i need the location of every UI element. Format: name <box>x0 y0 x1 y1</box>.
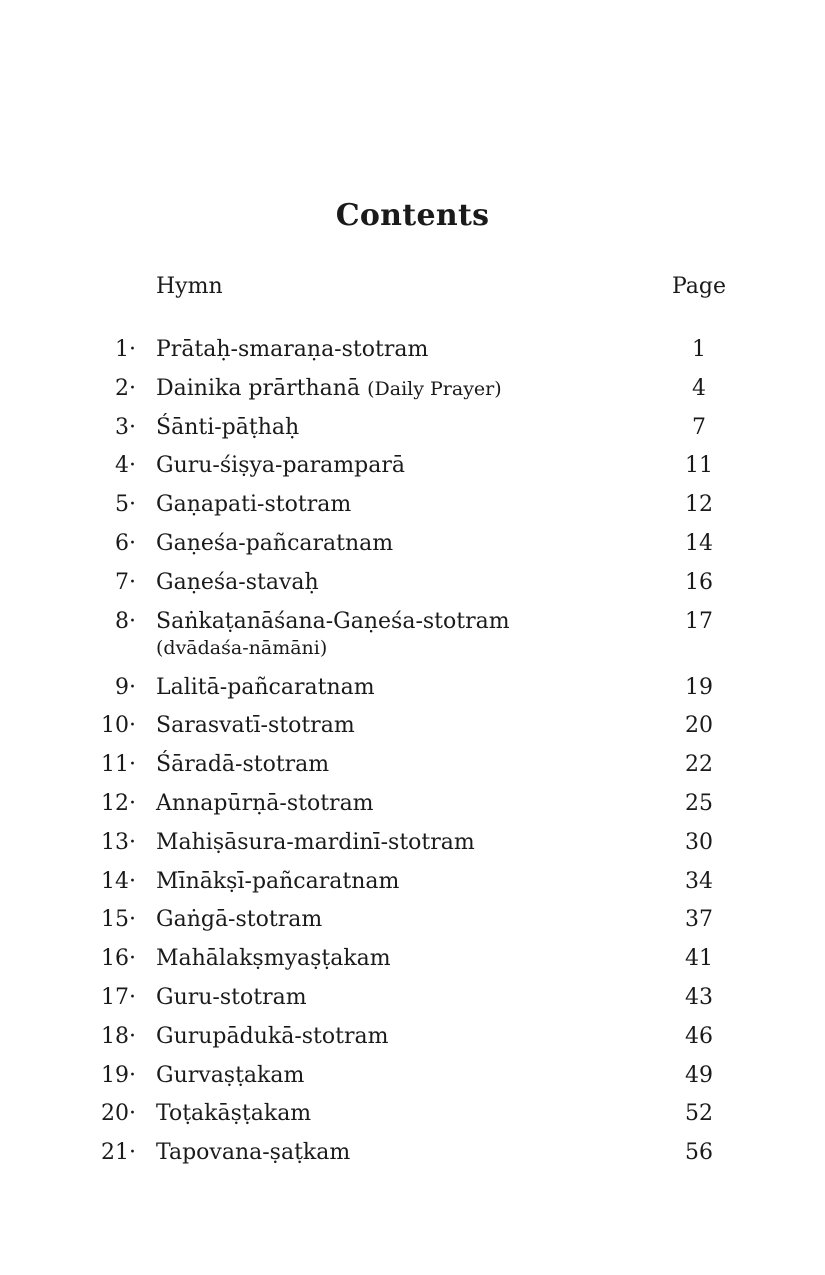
entry-hymn-title: Guru-śiṣya-paramparā <box>156 453 405 479</box>
toc-entry <box>0 943 825 982</box>
entry-hymn <box>156 528 393 560</box>
entry-page-number: 34 <box>685 868 713 894</box>
toc-entry <box>0 489 825 528</box>
entry-hymn <box>156 866 399 898</box>
entry-hymn <box>156 943 391 975</box>
entry-hymn-title: Toṭakāṣṭakam <box>156 1101 312 1127</box>
entry-page-number: 41 <box>685 946 713 972</box>
toc-entry <box>0 1098 825 1137</box>
toc-entry <box>0 788 825 827</box>
entry-hymn-title: Prātaḥ-smaraṇa-stotram <box>156 337 429 362</box>
entry-number: 1· <box>115 337 136 362</box>
entry-hymn <box>156 1137 350 1169</box>
entry-hymn <box>156 567 319 599</box>
entry-page-number: 16 <box>685 569 713 595</box>
toc-entry <box>0 904 825 943</box>
entry-number: 16· <box>101 946 136 972</box>
entry-hymn <box>156 1021 388 1053</box>
entry-hymn-title: Annapūrṇā-stotram <box>156 790 374 816</box>
toc-entry <box>0 567 825 606</box>
entry-hymn <box>156 334 428 366</box>
column-header-row <box>0 274 825 308</box>
entry-hymn <box>156 489 351 521</box>
entry-hymn-title: Gaṇeśa-stavaḥ <box>156 569 319 595</box>
entry-hymn-title: Lalitā-pañcaratnam <box>156 674 375 700</box>
toc-entry <box>0 749 825 788</box>
toc-entry <box>0 606 825 672</box>
toc-entry <box>0 672 825 711</box>
entry-page-number: 11 <box>685 453 713 479</box>
entry-number: 8· <box>115 608 136 634</box>
entry-hymn-title: Gurvaṣṭakam <box>156 1062 305 1088</box>
entry-hymn-title: Gaṅgā-stotram <box>156 907 323 933</box>
entry-number: 20· <box>101 1101 136 1127</box>
entry-page-number: 25 <box>685 790 713 816</box>
toc-entry <box>0 373 825 412</box>
entry-hymn <box>156 749 329 781</box>
entry-number: 11· <box>101 752 136 778</box>
entry-hymn-title: Gaṇeśa-pañcaratnam <box>156 530 394 556</box>
entry-number: 5· <box>115 492 136 518</box>
toc-entry <box>0 1060 825 1099</box>
toc-entry <box>0 827 825 866</box>
entry-page-number: 20 <box>685 713 713 739</box>
entry-page-number: 12 <box>685 492 713 518</box>
entry-hymn-title: Śāradā-stotram <box>156 752 330 778</box>
entry-number: 12· <box>101 790 136 816</box>
entry-number: 4· <box>115 453 136 479</box>
toc-entry <box>0 528 825 567</box>
entry-hymn-title: Sarasvatī-stotram <box>156 713 355 739</box>
entry-hymn <box>156 904 322 936</box>
entry-number: 10· <box>101 713 136 739</box>
toc-entry <box>0 334 825 373</box>
entry-hymn <box>156 827 475 859</box>
entry-hymn-title: Saṅkaṭanāśana-Gaṇeśa-stotram <box>156 608 510 634</box>
toc-entry <box>0 982 825 1021</box>
entry-hymn <box>156 1098 311 1130</box>
entry-hymn <box>156 450 405 482</box>
entry-page-number: 7 <box>692 414 706 440</box>
entry-number: 18· <box>101 1023 136 1049</box>
entry-page-number: 1 <box>692 337 706 362</box>
entry-page-number: 52 <box>685 1101 713 1127</box>
toc-entry <box>0 450 825 489</box>
entry-number: 9· <box>115 674 136 700</box>
entry-hymn-title: Mīnākṣī-pañcaratnam <box>156 868 400 894</box>
entry-hymn-title: Tapovana-ṣaṭkam <box>156 1140 351 1166</box>
entry-number: 17· <box>101 984 136 1010</box>
entry-page-number: 22 <box>685 752 713 778</box>
entry-number: 15· <box>101 907 136 933</box>
entry-page-number: 37 <box>685 907 713 933</box>
entry-hymn <box>156 373 502 405</box>
entry-page-number: 43 <box>685 984 713 1010</box>
toc-entry <box>0 1137 825 1176</box>
entry-hymn-title: Mahiṣāsura-mardinī-stotram <box>156 829 475 855</box>
entry-hymn <box>156 1060 304 1092</box>
table-of-contents <box>0 334 825 1176</box>
entry-hymn-note: (Daily Prayer) <box>367 377 502 400</box>
entry-hymn-title: Śānti-pāṭhaḥ <box>156 414 300 440</box>
entry-page-number: 56 <box>685 1140 713 1166</box>
entry-page-number: 14 <box>685 530 713 556</box>
entry-hymn-title: Gurupādukā-stotram <box>156 1023 389 1049</box>
toc-entry <box>0 412 825 451</box>
toc-entry <box>0 866 825 905</box>
entry-page-number: 46 <box>685 1023 713 1049</box>
page-column-header: Page <box>671 274 726 299</box>
entry-hymn-title: Gaṇapati-stotram <box>156 492 352 518</box>
entry-hymn-title: Mahālakṣmyaṣṭakam <box>156 946 391 972</box>
entry-hymn <box>156 982 307 1014</box>
entry-page-number: 30 <box>685 829 713 855</box>
entry-number: 2· <box>115 375 136 401</box>
entry-page-number: 4 <box>692 375 706 401</box>
entry-hymn-title: Dainika prārthanā <box>156 375 361 401</box>
entry-hymn <box>156 710 355 742</box>
entry-number: 3· <box>115 414 136 440</box>
toc-entry <box>0 710 825 749</box>
entry-number: 7· <box>115 569 136 595</box>
entry-hymn <box>156 788 374 820</box>
entry-page-number: 19 <box>685 674 713 700</box>
entry-number: 21· <box>101 1140 136 1166</box>
entry-hymn-title: Guru-stotram <box>156 984 307 1010</box>
entry-number: 14· <box>101 868 136 894</box>
entry-page-number: 49 <box>685 1062 713 1088</box>
entry-number: 13· <box>101 829 136 855</box>
entry-page-number: 17 <box>685 608 713 634</box>
entry-hymn-subtitle: (dvādaśa-nāmāni) <box>156 636 328 659</box>
entry-hymn <box>156 672 375 704</box>
entry-number: 19· <box>101 1062 136 1088</box>
hymn-column-header: Hymn <box>156 274 223 299</box>
toc-entry <box>0 1021 825 1060</box>
entry-hymn <box>156 412 299 444</box>
page-title: Contents <box>335 198 490 233</box>
entry-number: 6· <box>115 530 136 556</box>
